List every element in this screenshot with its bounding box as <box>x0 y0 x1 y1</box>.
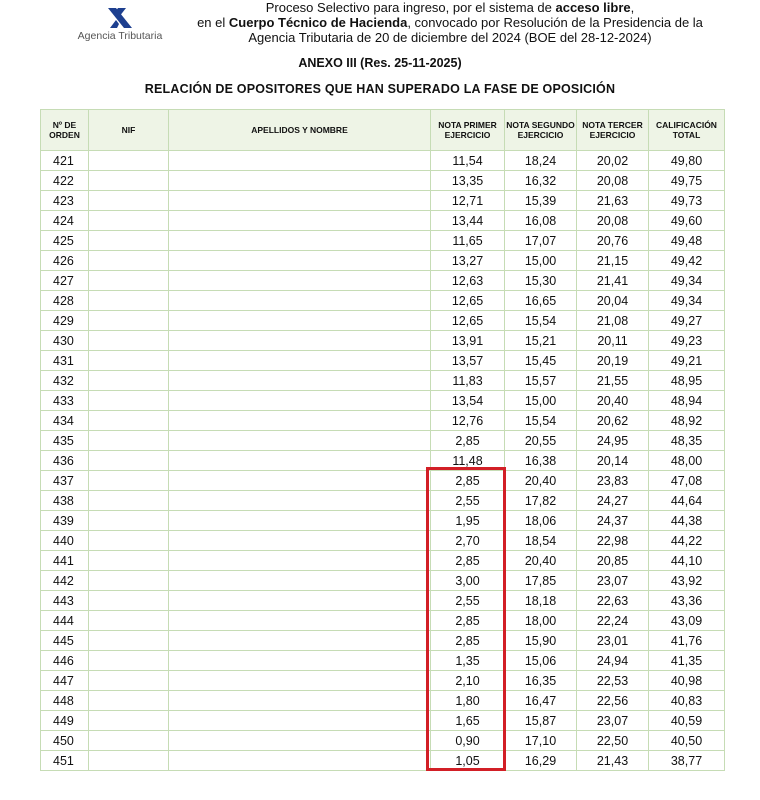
cell-nota1: 1,35 <box>431 651 505 671</box>
cell-total: 40,59 <box>649 711 725 731</box>
cell-nota3: 21,08 <box>577 311 649 331</box>
cell-nif <box>89 671 169 691</box>
cell-nombre <box>169 451 431 471</box>
cell-nombre <box>169 531 431 551</box>
cell-nota1: 1,95 <box>431 511 505 531</box>
results-table <box>40 109 725 771</box>
cell-nif <box>89 511 169 531</box>
cell-nota2: 18,00 <box>505 611 577 631</box>
cell-nota1: 11,83 <box>431 371 505 391</box>
cell-nota1: 12,63 <box>431 271 505 291</box>
cell-nota3: 23,01 <box>577 631 649 651</box>
cell-nota2: 15,90 <box>505 631 577 651</box>
document-heading <box>190 0 710 45</box>
cell-nota3: 23,07 <box>577 571 649 591</box>
cell-total: 49,80 <box>649 151 725 171</box>
cell-orden: 429 <box>41 311 89 331</box>
table-row <box>41 451 725 471</box>
cell-nif <box>89 251 169 271</box>
cell-nota2: 16,65 <box>505 291 577 311</box>
cell-nota3: 22,24 <box>577 611 649 631</box>
cell-nota1: 13,54 <box>431 391 505 411</box>
cell-nota2: 18,24 <box>505 151 577 171</box>
column-header-nota1: NOTA PRIMER EJERCICIO <box>431 110 505 151</box>
cell-nota2: 16,35 <box>505 671 577 691</box>
cell-nombre <box>169 711 431 731</box>
cell-orden: 427 <box>41 271 89 291</box>
table-row <box>41 351 725 371</box>
cell-nif <box>89 491 169 511</box>
table-row <box>41 471 725 491</box>
cell-nota2: 15,54 <box>505 311 577 331</box>
cell-nota3: 21,63 <box>577 191 649 211</box>
cell-nota2: 15,39 <box>505 191 577 211</box>
cell-orden: 428 <box>41 291 89 311</box>
cell-nota1: 2,85 <box>431 611 505 631</box>
cell-nombre <box>169 671 431 691</box>
cell-nombre <box>169 651 431 671</box>
cell-total: 49,34 <box>649 291 725 311</box>
cell-nif <box>89 611 169 631</box>
cell-orden: 421 <box>41 151 89 171</box>
cell-nota2: 20,40 <box>505 471 577 491</box>
table-row <box>41 631 725 651</box>
cell-nif <box>89 371 169 391</box>
cell-nif <box>89 591 169 611</box>
cell-orden: 441 <box>41 551 89 571</box>
table-row <box>41 151 725 171</box>
cell-nota3: 23,83 <box>577 471 649 491</box>
table-row <box>41 491 725 511</box>
cell-nota2: 16,47 <box>505 691 577 711</box>
cell-total: 38,77 <box>649 751 725 771</box>
cell-nota3: 20,76 <box>577 231 649 251</box>
cell-nota1: 13,27 <box>431 251 505 271</box>
annex-label: ANEXO III (Res. 25-11-2025) <box>298 56 462 70</box>
agency-name: Agencia Tributaria <box>77 30 163 42</box>
table-row <box>41 671 725 691</box>
cell-nota2: 15,45 <box>505 351 577 371</box>
cell-total: 49,73 <box>649 191 725 211</box>
cell-total: 49,34 <box>649 271 725 291</box>
cell-nif <box>89 151 169 171</box>
cell-nif <box>89 431 169 451</box>
cell-total: 49,42 <box>649 251 725 271</box>
cell-nota1: 2,70 <box>431 531 505 551</box>
cell-nota1: 2,55 <box>431 491 505 511</box>
cell-total: 49,75 <box>649 171 725 191</box>
cell-nombre <box>169 311 431 331</box>
cell-total: 49,60 <box>649 211 725 231</box>
cell-nombre <box>169 551 431 571</box>
cell-nif <box>89 171 169 191</box>
cell-nombre <box>169 571 431 591</box>
cell-nota3: 24,37 <box>577 511 649 531</box>
cell-nif <box>89 351 169 371</box>
cell-nif <box>89 451 169 471</box>
cell-orden: 430 <box>41 331 89 351</box>
cell-orden: 442 <box>41 571 89 591</box>
heading-line-2: en el Cuerpo Técnico de Hacienda, convocado por Resolución de la Presidencia de la <box>197 15 703 30</box>
cell-nota3: 22,53 <box>577 671 649 691</box>
cell-nota1: 1,80 <box>431 691 505 711</box>
cell-total: 48,95 <box>649 371 725 391</box>
cell-nif <box>89 411 169 431</box>
cell-nota1: 2,85 <box>431 471 505 491</box>
cell-nota3: 20,85 <box>577 551 649 571</box>
cell-nombre <box>169 211 431 231</box>
cell-orden: 438 <box>41 491 89 511</box>
cell-nombre <box>169 191 431 211</box>
column-header-nif: NIF <box>89 110 169 151</box>
cell-nif <box>89 271 169 291</box>
table-row <box>41 251 725 271</box>
table-row <box>41 711 725 731</box>
table-row <box>41 271 725 291</box>
cell-nota2: 15,87 <box>505 711 577 731</box>
cell-orden: 433 <box>41 391 89 411</box>
cell-total: 44,38 <box>649 511 725 531</box>
cell-nota3: 21,15 <box>577 251 649 271</box>
cell-total: 49,23 <box>649 331 725 351</box>
column-header-nota3: NOTA TERCER EJERCICIO <box>577 110 649 151</box>
page-title: RELACIÓN DE OPOSITORES QUE HAN SUPERADO LA FASE DE OPOSICIÓN <box>144 82 616 96</box>
cell-orden: 436 <box>41 451 89 471</box>
table-row <box>41 731 725 751</box>
cell-nif <box>89 471 169 491</box>
cell-nif <box>89 291 169 311</box>
table-row <box>41 751 725 771</box>
cell-nota1: 3,00 <box>431 571 505 591</box>
cell-nombre <box>169 271 431 291</box>
cell-nota1: 2,55 <box>431 591 505 611</box>
cell-nombre <box>169 591 431 611</box>
table-row <box>41 691 725 711</box>
cell-nota1: 12,65 <box>431 291 505 311</box>
cell-nota1: 11,54 <box>431 151 505 171</box>
cell-nota2: 18,06 <box>505 511 577 531</box>
table-row <box>41 371 725 391</box>
cell-orden: 439 <box>41 511 89 531</box>
cell-nota3: 24,27 <box>577 491 649 511</box>
cell-nif <box>89 551 169 571</box>
cell-nota1: 12,65 <box>431 311 505 331</box>
cell-nota3: 23,07 <box>577 711 649 731</box>
cell-nombre <box>169 691 431 711</box>
cell-total: 48,92 <box>649 411 725 431</box>
cell-nif <box>89 711 169 731</box>
cell-nota2: 20,55 <box>505 431 577 451</box>
cell-nota1: 12,76 <box>431 411 505 431</box>
cell-nombre <box>169 511 431 531</box>
cell-nif <box>89 531 169 551</box>
cell-nota2: 15,00 <box>505 391 577 411</box>
cell-orden: 434 <box>41 411 89 431</box>
cell-nombre <box>169 491 431 511</box>
cell-total: 47,08 <box>649 471 725 491</box>
cell-total: 48,94 <box>649 391 725 411</box>
cell-nif <box>89 731 169 751</box>
cell-total: 41,35 <box>649 651 725 671</box>
cell-nota3: 20,02 <box>577 151 649 171</box>
cell-total: 44,10 <box>649 551 725 571</box>
cell-orden: 424 <box>41 211 89 231</box>
table-row <box>41 231 725 251</box>
cell-nombre <box>169 471 431 491</box>
cell-nombre <box>169 171 431 191</box>
cell-nota2: 16,32 <box>505 171 577 191</box>
cell-orden: 435 <box>41 431 89 451</box>
cell-nota1: 12,71 <box>431 191 505 211</box>
cell-nombre <box>169 351 431 371</box>
table-row <box>41 211 725 231</box>
agency-logo <box>70 6 170 42</box>
table-row <box>41 311 725 331</box>
cell-orden: 449 <box>41 711 89 731</box>
cell-nota1: 2,85 <box>431 551 505 571</box>
cell-nota2: 18,54 <box>505 531 577 551</box>
cell-nota3: 22,98 <box>577 531 649 551</box>
cell-orden: 448 <box>41 691 89 711</box>
cell-orden: 425 <box>41 231 89 251</box>
cell-orden: 451 <box>41 751 89 771</box>
cell-orden: 426 <box>41 251 89 271</box>
cell-nif <box>89 631 169 651</box>
cell-nota2: 17,07 <box>505 231 577 251</box>
table-row <box>41 611 725 631</box>
cell-nota2: 18,18 <box>505 591 577 611</box>
cell-total: 48,00 <box>649 451 725 471</box>
table-row <box>41 191 725 211</box>
cell-nombre <box>169 291 431 311</box>
cell-nota3: 21,43 <box>577 751 649 771</box>
cell-nota2: 17,82 <box>505 491 577 511</box>
cell-nota2: 15,30 <box>505 271 577 291</box>
table-row <box>41 551 725 571</box>
cell-orden: 447 <box>41 671 89 691</box>
cell-nota1: 2,85 <box>431 631 505 651</box>
cell-nif <box>89 691 169 711</box>
cell-total: 40,83 <box>649 691 725 711</box>
cell-nif <box>89 651 169 671</box>
cell-nota3: 20,08 <box>577 171 649 191</box>
cell-total: 43,09 <box>649 611 725 631</box>
column-header-total: CALIFICACIÓN TOTAL <box>649 110 725 151</box>
cell-nif <box>89 211 169 231</box>
cell-nota1: 11,48 <box>431 451 505 471</box>
cell-nota3: 20,08 <box>577 211 649 231</box>
cell-nif <box>89 191 169 211</box>
cell-nota3: 22,50 <box>577 731 649 751</box>
cell-nota2: 15,54 <box>505 411 577 431</box>
table-row <box>41 531 725 551</box>
cell-nombre <box>169 331 431 351</box>
cell-nota1: 2,85 <box>431 431 505 451</box>
cell-nota1: 13,57 <box>431 351 505 371</box>
cell-nota3: 24,94 <box>577 651 649 671</box>
cell-nota2: 15,06 <box>505 651 577 671</box>
cell-nota3: 20,62 <box>577 411 649 431</box>
cell-nota2: 16,38 <box>505 451 577 471</box>
cell-nota1: 1,05 <box>431 751 505 771</box>
table-row <box>41 331 725 351</box>
cell-nota3: 21,55 <box>577 371 649 391</box>
cell-orden: 446 <box>41 651 89 671</box>
heading-line-3: Agencia Tributaria de 20 de diciembre del 2024 (BOE del 28-12-2024) <box>248 30 652 45</box>
cell-total: 44,22 <box>649 531 725 551</box>
cell-total: 49,48 <box>649 231 725 251</box>
cell-total: 49,27 <box>649 311 725 331</box>
cell-total: 40,98 <box>649 671 725 691</box>
cell-nota1: 11,65 <box>431 231 505 251</box>
cell-nota2: 15,57 <box>505 371 577 391</box>
cell-nombre <box>169 611 431 631</box>
cell-nota2: 16,08 <box>505 211 577 231</box>
cell-nif <box>89 231 169 251</box>
cell-orden: 431 <box>41 351 89 371</box>
table-header-row <box>41 110 725 151</box>
cell-orden: 443 <box>41 591 89 611</box>
cell-nota3: 22,56 <box>577 691 649 711</box>
cell-total: 49,21 <box>649 351 725 371</box>
cell-nombre <box>169 151 431 171</box>
table-row <box>41 171 725 191</box>
cell-total: 48,35 <box>649 431 725 451</box>
cell-nota3: 22,63 <box>577 591 649 611</box>
cell-nota3: 20,40 <box>577 391 649 411</box>
cell-nombre <box>169 751 431 771</box>
cell-nota2: 15,21 <box>505 331 577 351</box>
cell-nif <box>89 391 169 411</box>
cell-nota3: 20,11 <box>577 331 649 351</box>
cell-nota3: 20,04 <box>577 291 649 311</box>
cell-nota3: 21,41 <box>577 271 649 291</box>
cell-nota2: 20,40 <box>505 551 577 571</box>
column-header-orden: Nº DE ORDEN <box>41 110 89 151</box>
cell-orden: 423 <box>41 191 89 211</box>
cell-nota2: 15,00 <box>505 251 577 271</box>
cell-nombre <box>169 251 431 271</box>
cell-nif <box>89 751 169 771</box>
table-row <box>41 591 725 611</box>
cell-nota1: 2,10 <box>431 671 505 691</box>
table-row <box>41 291 725 311</box>
cell-orden: 445 <box>41 631 89 651</box>
cell-total: 44,64 <box>649 491 725 511</box>
cell-nota1: 1,65 <box>431 711 505 731</box>
cell-nota1: 0,90 <box>431 731 505 751</box>
cell-nif <box>89 331 169 351</box>
cell-nif <box>89 571 169 591</box>
table-row <box>41 411 725 431</box>
table-row <box>41 511 725 531</box>
cell-nota1: 13,35 <box>431 171 505 191</box>
cell-nombre <box>169 371 431 391</box>
cell-orden: 432 <box>41 371 89 391</box>
cell-nombre <box>169 431 431 451</box>
cell-nota2: 16,29 <box>505 751 577 771</box>
cell-nif <box>89 311 169 331</box>
cell-nota1: 13,44 <box>431 211 505 231</box>
cell-total: 43,92 <box>649 571 725 591</box>
cell-nota3: 24,95 <box>577 431 649 451</box>
column-header-nota2: NOTA SEGUNDO EJERCICIO <box>505 110 577 151</box>
table-row <box>41 571 725 591</box>
cell-orden: 437 <box>41 471 89 491</box>
cell-nombre <box>169 411 431 431</box>
cell-total: 43,36 <box>649 591 725 611</box>
table-row <box>41 391 725 411</box>
cell-orden: 440 <box>41 531 89 551</box>
cell-nota2: 17,85 <box>505 571 577 591</box>
cell-nota3: 20,14 <box>577 451 649 471</box>
cell-nombre <box>169 631 431 651</box>
table-row <box>41 651 725 671</box>
cell-nota3: 20,19 <box>577 351 649 371</box>
cell-orden: 450 <box>41 731 89 751</box>
heading-line-1: Proceso Selectivo para ingreso, por el sistema de acceso libre, <box>265 0 635 15</box>
cell-total: 40,50 <box>649 731 725 751</box>
cell-orden: 444 <box>41 611 89 631</box>
cell-orden: 422 <box>41 171 89 191</box>
cell-nota2: 17,10 <box>505 731 577 751</box>
column-header-nombre: APELLIDOS Y NOMBRE <box>169 110 431 151</box>
cell-nombre <box>169 731 431 751</box>
cell-nota1: 13,91 <box>431 331 505 351</box>
agency-emblem-icon <box>106 6 134 30</box>
cell-nombre <box>169 231 431 251</box>
table-row <box>41 431 725 451</box>
cell-nombre <box>169 391 431 411</box>
cell-total: 41,76 <box>649 631 725 651</box>
